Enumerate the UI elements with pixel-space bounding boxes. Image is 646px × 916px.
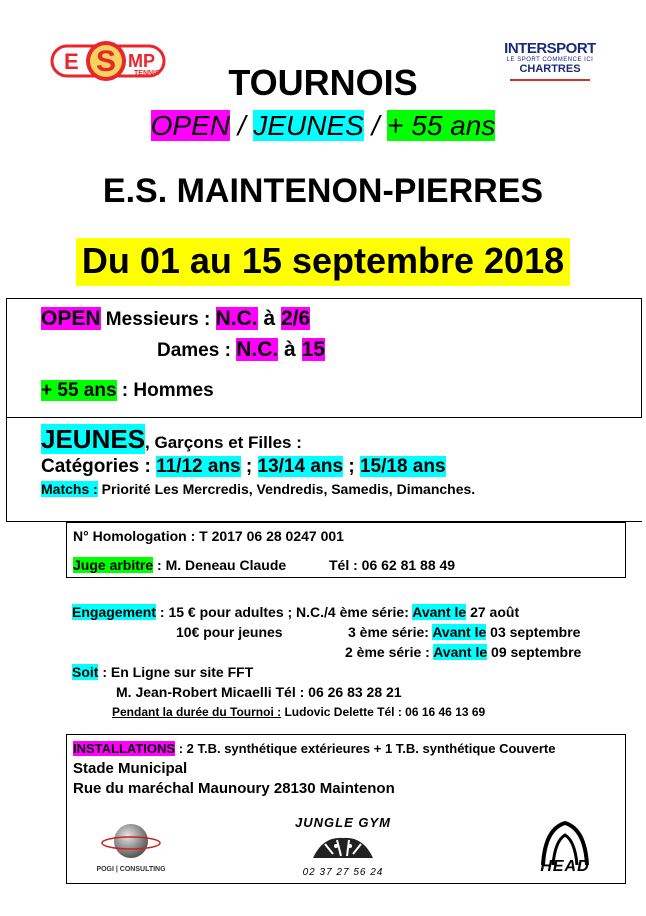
- subtitle-senior: + 55 ans: [387, 110, 496, 141]
- head-text: HEAD: [540, 858, 590, 875]
- engagement-label: Engagement: [72, 604, 157, 620]
- matchs-label: Matchs :: [41, 481, 98, 497]
- homologation-section: [66, 522, 626, 578]
- installations-text: : 2 T.B. synthétique extérieures + 1 T.B. synthétique Couverte: [175, 741, 556, 756]
- dames-line: [157, 338, 325, 362]
- engagement-row3-avant: Avant le: [433, 644, 488, 660]
- messieurs-label: Messieurs :: [100, 309, 216, 330]
- dames-label: Dames :: [157, 340, 237, 361]
- head-logo: [515, 821, 615, 881]
- esmp-logo-sub: TENNIS: [134, 70, 160, 77]
- pogi-logo: [81, 821, 181, 881]
- engagement-row-3: [345, 644, 581, 660]
- pogi-text: POGI | CONSULTING: [96, 866, 166, 873]
- messieurs-to: 2/6: [280, 307, 311, 330]
- categories-line: [41, 456, 446, 478]
- intersport-city: CHARTRES: [519, 63, 581, 75]
- jeunes-line: [41, 424, 302, 455]
- engagement-row1-left: : 15 € pour adultes ; N.C./4 ème série:: [156, 604, 413, 620]
- tournoi-contact: [112, 705, 485, 719]
- matchs-line: [41, 481, 475, 497]
- homologation-number: N° Homologation : T 2017 06 28 0247 001: [73, 528, 344, 544]
- juge-tel: Tél : 06 62 81 88 49: [329, 557, 456, 573]
- tournoi-rest: Ludovic Delette Tél : 06 16 46 13 69: [281, 705, 486, 719]
- installations-label: INSTALLATIONS: [73, 741, 176, 756]
- subtitle-open: OPEN: [150, 110, 230, 141]
- jeunes-rest: , Garçons et Filles :: [145, 433, 302, 452]
- engagement-row3-serie: 2 ème série :: [345, 644, 434, 660]
- engagement-row1-avant: Avant le: [412, 604, 467, 620]
- club-name: E.S. MAINTENON-PIERRES: [102, 172, 544, 210]
- jungle-gym-tel: 02 37 27 56 24: [302, 867, 384, 878]
- intersport-brand: INTERSPORT: [504, 40, 596, 57]
- engagement-row-2-right: [348, 624, 580, 640]
- juge-text: : M. Deneau Claude: [153, 557, 287, 573]
- category-15-18: 15/18 ans: [359, 456, 446, 477]
- pogi-globe-icon: [101, 821, 161, 861]
- soit-line1: : En Ligne sur site FFT: [98, 664, 254, 680]
- open-section: [6, 298, 642, 418]
- dames-to: 15: [301, 338, 325, 361]
- cat-sep-2: ;: [343, 456, 360, 477]
- messieurs-from: N.C.: [215, 307, 258, 330]
- juge-label: Juge arbitre: [73, 557, 154, 573]
- subtitle-sep1: /: [230, 110, 254, 141]
- senior-label: + 55 ans: [41, 380, 117, 401]
- stade-address: Rue du maréchal Maunoury 28130 Maintenon: [73, 780, 395, 797]
- open-label: OPEN: [41, 307, 101, 330]
- engagement-row2-avant: Avant le: [432, 624, 487, 640]
- category-13-14: 13/14 ans: [257, 456, 344, 477]
- engagement-row-1: [72, 604, 519, 620]
- soit-line: [72, 664, 253, 680]
- tournoi-underlined: Pendant la durée du Tournoi :: [112, 705, 282, 719]
- svg-text:E: E: [64, 49, 79, 74]
- jungle-gym-logo: [283, 815, 403, 881]
- engagement-row1-date: 27 août: [466, 604, 520, 620]
- a-word-2: à: [278, 338, 302, 361]
- soit-label: Soit: [72, 664, 99, 680]
- engagement-row-2-left: 10€ pour jeunes: [176, 624, 283, 640]
- subtitle: [0, 110, 646, 142]
- stade-name: Stade Municipal: [73, 760, 188, 777]
- installations-line: [73, 741, 555, 756]
- subtitle-jeunes: JEUNES: [253, 110, 364, 141]
- juge-line: [73, 557, 286, 573]
- categories-label: Catégories :: [41, 456, 157, 477]
- tournament-dates: Du 01 au 15 septembre 2018: [76, 238, 570, 286]
- dates-banner: [0, 238, 646, 286]
- jeunes-label: JEUNES: [41, 424, 146, 454]
- svg-text:S: S: [95, 45, 117, 78]
- tiger-icon: [303, 830, 383, 862]
- engagement-row2-serie: 3 ème série:: [348, 624, 433, 640]
- soit-contact: M. Jean-Robert Micaelli Tél : 06 26 83 28 21: [116, 684, 402, 700]
- jungle-gym-name: JUNGLE GYM: [295, 815, 391, 830]
- open-messieurs-line: [41, 307, 310, 331]
- category-11-12: 11/12 ans: [156, 456, 241, 477]
- senior-text: : Hommes: [116, 380, 214, 401]
- installations-section: [66, 734, 626, 884]
- a-word-1: à: [257, 307, 281, 330]
- intersport-tagline: LE SPORT COMMENCE ICI: [506, 57, 594, 63]
- jeunes-section: [6, 418, 642, 522]
- engagement-row2-date: 03 septembre: [486, 624, 581, 640]
- senior-line: [41, 380, 214, 402]
- engagement-row3-date: 09 septembre: [487, 644, 582, 660]
- svg-text:MP: MP: [128, 51, 155, 71]
- page-title: TOURNOIS: [228, 62, 418, 103]
- subtitle-sep2: /: [363, 110, 388, 141]
- matchs-text: Priorité Les Mercredis, Vendredis, Samedis, Dimanches.: [97, 481, 476, 497]
- cat-sep-1: ;: [240, 456, 258, 477]
- dames-from: N.C.: [236, 338, 279, 361]
